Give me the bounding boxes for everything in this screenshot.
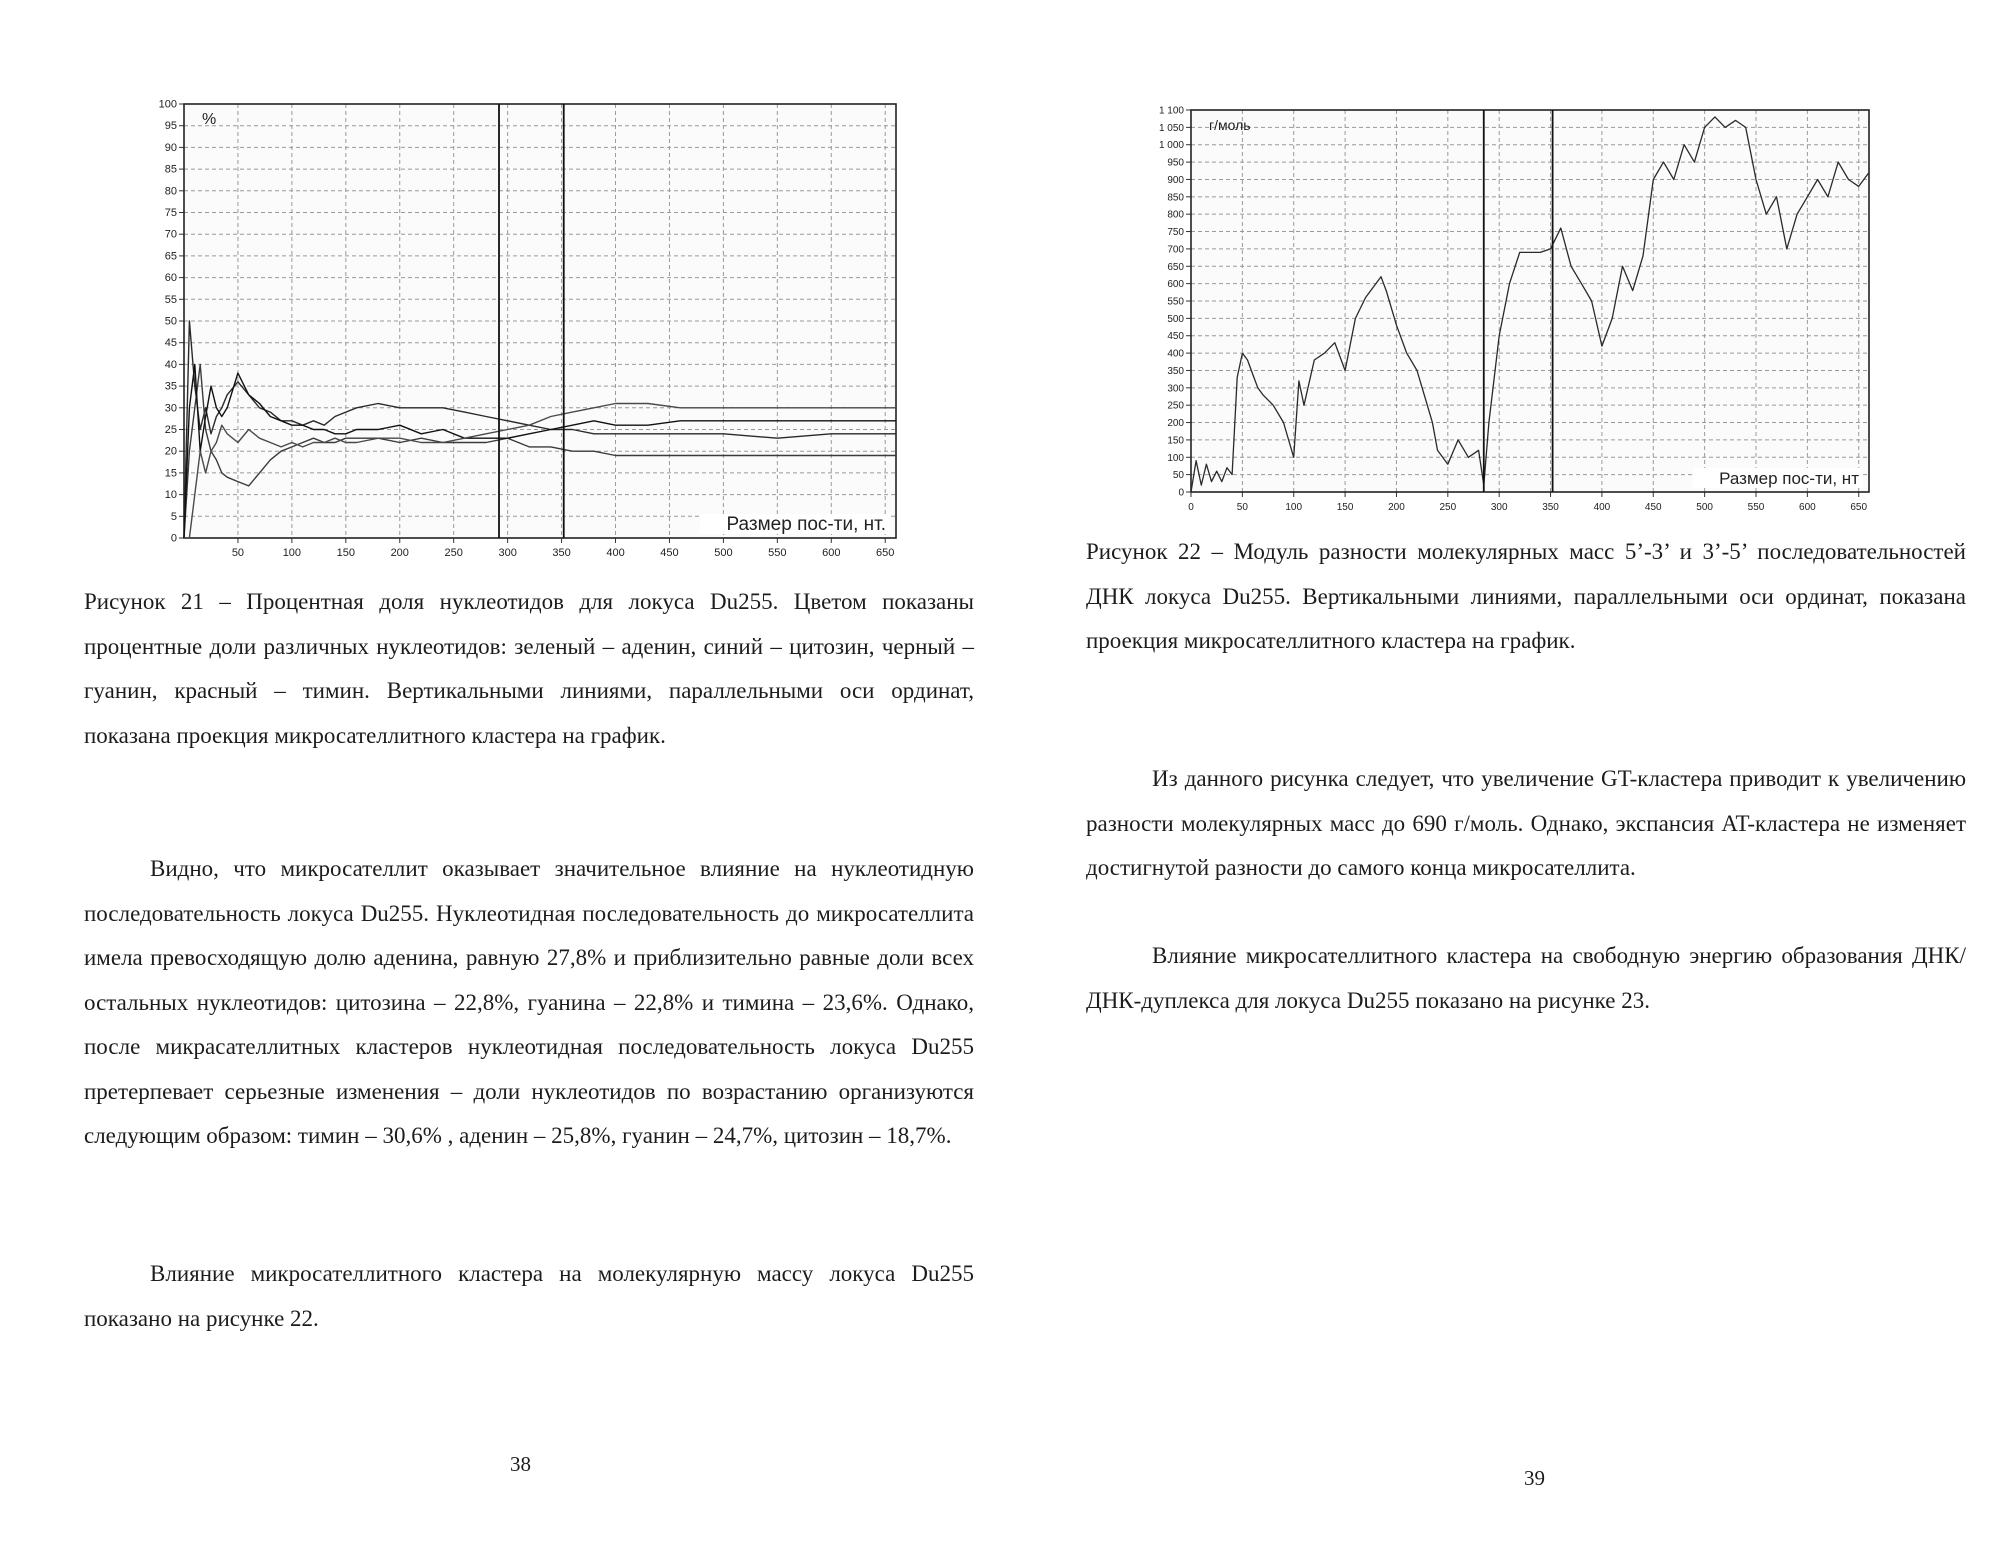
y-tick-label: 300 [1167,383,1184,395]
x-tick-label: 50 [231,547,245,559]
figure-21-chart [150,98,910,572]
body-paragraph: Видно, что микросателлит оказывает значительное влияние на нуклеотидную последовательность локуса Du255. Нуклеотидная последовательность до микросателлита имела превосходящую долю аденина, равную 27,8% и приблизительно равные доли всех остальных нуклеотидов: цитозина – 22,8%, гуанина – 22,8% и тимина – 23,6%. Однако, после микрасателлитных кластеров нуклеотидная последовательность локуса Du255 претерпевает серьезные изменения – доли нуклеотидов по возрастанию организуются следующим образом: тимин – 30,6% , аденин – 25,8%, гуанин – 24,7%, цитозин – 18,7%. [84,856,974,1148]
y-tick-label: 1 000 [1158,140,1184,152]
x-tick-label: 450 [1644,502,1662,513]
x-tick-label: 50 [1236,502,1248,513]
body-paragraph: Влияние микросателлитного кластера на свободную энергию образования ДНК/ДНК-дуплекса для локуса Du255 показано на рисунке 23. [1086,943,1966,1013]
y-tick-label: 15 [164,467,177,480]
x-tick-label: 350 [552,547,571,559]
y-tick-label: 35 [164,380,177,393]
figure-22-chart [1145,102,1885,522]
y-tick-label: 5 [170,510,177,523]
y-tick-label: 10 [164,489,177,502]
x-tick-label: 300 [498,547,517,559]
figure-22-caption: Рисунок 22 – Модуль разности молекулярных масс 5’-3’ и 3’-5’ последовательностей ДНК локуса Du255. Вертикальными линиями, параллельными оси ординат, показана проекция микросателлитного кластера на график. [1086,539,1966,653]
y-tick-label: 55 [164,293,177,306]
y-tick-label: 40 [164,358,177,371]
y-tick-label: 1 100 [1158,105,1184,117]
chart-molecular-mass-difference [1145,102,1885,522]
x-axis-label: Размер пос-ти, нт [1719,469,1859,488]
x-tick-label: 550 [768,547,787,559]
x-tick-label: 600 [1799,502,1816,513]
figure-21-caption: Рисунок 21 – Процентная доля нуклеотидов для локуса Du255. Цветом показаны процентные доли различных нуклеотидов: зеленый – аденин, синий – цитозин, черный – гуанин, красный – тимин. Вертикальными линиями, параллельными оси ординат, показана проекция микросателлитного кластера на график. [84,589,974,748]
y-tick-label: 20 [164,445,177,458]
y-tick-label: 250 [1167,400,1184,412]
y-tick-label: 50 [164,315,177,328]
x-tick-label: 100 [282,547,302,559]
y-tick-label: 1 050 [1158,122,1184,134]
x-tick-label: 200 [390,547,409,559]
y-tick-label: 70 [164,228,177,241]
y-tick-label: 0 [170,532,177,545]
page-number: 38 [510,1452,531,1476]
y-tick-label: 100 [158,98,177,111]
y-tick-label: 600 [1167,279,1184,291]
x-tick-label: 150 [336,547,355,559]
y-tick-label: 25 [164,424,177,436]
y-tick-label: 700 [1167,244,1184,256]
y-tick-label: 350 [1167,365,1184,377]
y-tick-label: 450 [1167,331,1184,343]
y-tick-label: 500 [1167,313,1184,325]
page-39 [1000,0,2000,1541]
y-tick-label: 30 [164,402,177,415]
x-tick-label: 400 [606,547,625,559]
x-tick-label: 150 [1336,502,1354,513]
y-tick-label: 550 [1167,296,1184,308]
page-number: 39 [1524,1466,1545,1490]
body-paragraph: Из данного рисунка следует, что увеличение GT-кластера приводит к увеличению разности молекулярных масс до 690 г/моль. Однако, экспансия AT-кластера не изменяет достигнутой разности до самого конца микросателлита. [1086,766,1966,880]
y-tick-label: 45 [164,337,177,350]
y-tick-label: 650 [1167,261,1184,273]
y-tick-label: 200 [1167,418,1184,430]
x-tick-label: 250 [1439,502,1457,513]
x-tick-label: 400 [1593,502,1611,513]
x-tick-label: 350 [1542,502,1559,513]
y-tick-label: 850 [1167,192,1184,204]
y-tick-label: 750 [1167,227,1184,239]
x-tick-label: 250 [444,547,463,559]
x-axis-label: Размер пос-ти, нт. [726,514,886,535]
y-tick-label: 400 [1167,348,1184,360]
x-tick-label: 450 [660,547,679,559]
y-tick-label: 75 [164,207,177,219]
y-tick-label: 950 [1167,157,1184,169]
y-tick-label: 150 [1167,435,1184,447]
x-tick-label: 100 [1285,502,1303,513]
x-tick-label: 600 [822,547,841,559]
y-tick-label: 65 [164,250,177,263]
x-tick-label: 650 [1850,502,1868,513]
y-tick-label: 100 [1167,452,1184,464]
y-tick-label: 90 [164,141,177,154]
y-unit-label: % [202,111,217,128]
x-tick-label: 550 [1747,502,1765,513]
x-tick-label: 300 [1490,502,1508,513]
y-tick-label: 95 [164,120,177,133]
y-unit-label: г/моль [1209,117,1251,133]
y-tick-label: 800 [1167,209,1184,221]
x-tick-label: 500 [714,547,733,559]
x-tick-label: 500 [1696,502,1713,513]
x-tick-label: 650 [876,547,895,559]
y-tick-label: 85 [164,163,177,176]
y-tick-label: 80 [164,185,177,198]
y-tick-label: 900 [1167,174,1184,186]
x-tick-label: 0 [1188,502,1194,513]
y-tick-label: 50 [1172,470,1184,482]
body-paragraph: Влияние микросателлитного кластера на молекулярную массу локуса Du255 показано на рисунке 22. [84,1261,974,1331]
y-tick-label: 60 [164,272,177,285]
y-tick-label: 0 [1178,487,1184,499]
x-tick-label: 200 [1388,502,1405,513]
chart-nucleotide-percentage [150,98,910,572]
